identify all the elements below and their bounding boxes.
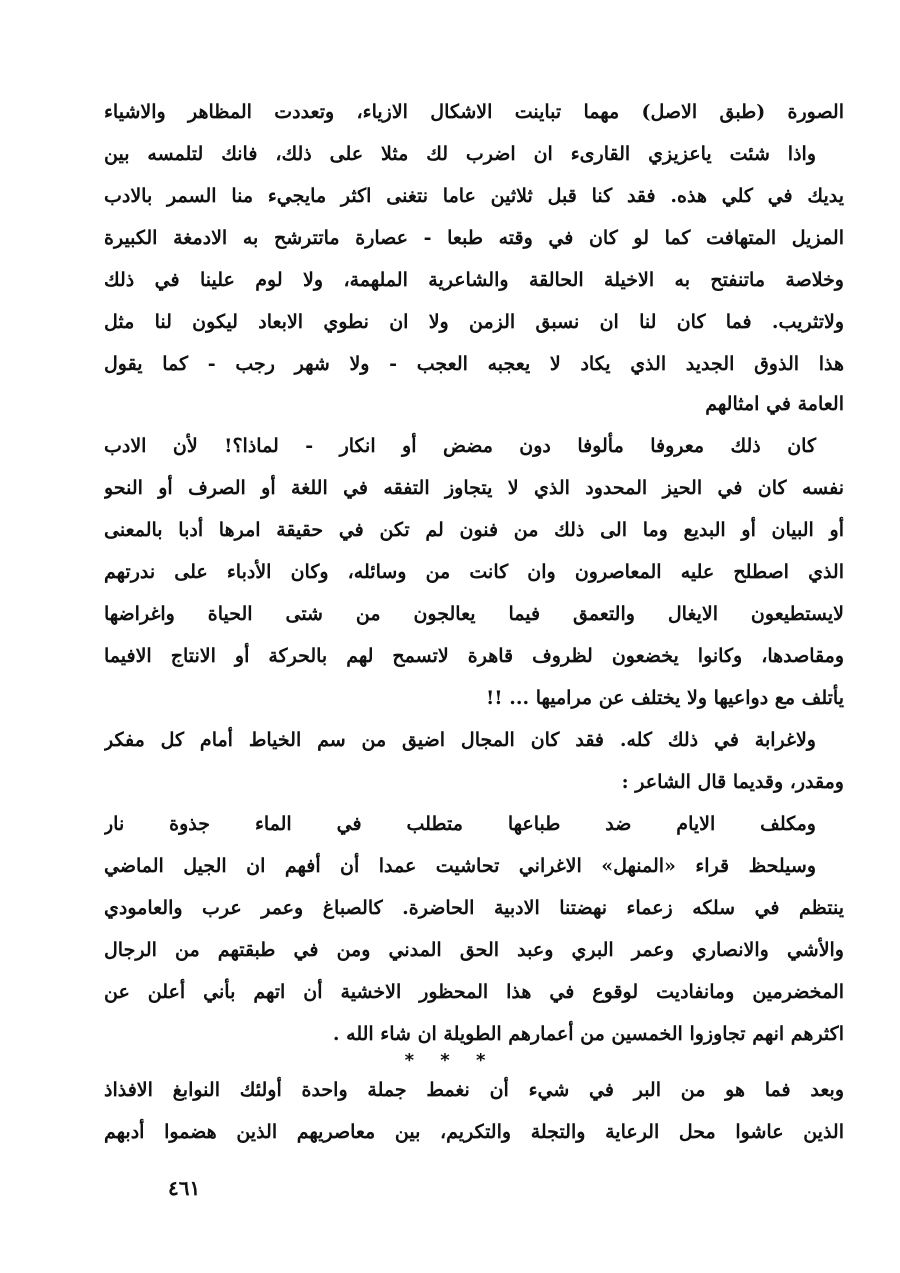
- text-line: يأتلف مع دواعيها ولا يختلف عن مراميها ... !!: [485, 687, 844, 709]
- poetry-line: ومكلف الايام ضد طباعها متطلب في الماء جذوة نار: [104, 813, 816, 835]
- text-line: ينتظم في سلكه زعماء نهضتنا الادبية الحاضرة. كالصباغ وعمر عرب والعامودي: [104, 897, 844, 919]
- text-line: المزيل المتهافت كما لو كان في وقته طبعا - عصارة ماتترشح به الادمغة الكبيرة: [104, 227, 844, 249]
- section-separator: * * *: [404, 1050, 496, 1071]
- text-line: ولاتثريب. فما كان لنا ان نسبق الزمن ولا ان نطوي الابعاد ليكون لنا مثل: [104, 311, 844, 333]
- text-line: كان ذلك معروفا مألوفا دون مضض أو انكار - لماذا؟! لأن الادب: [104, 435, 816, 457]
- text-line: واذا شئت ياعزيزي القارىء ان اضرب لك مثلا على ذلك، فانك لتلمسه بين: [104, 143, 816, 165]
- page-number: ٤٦١: [168, 1176, 201, 1200]
- text-line: والأشي والانصاري وعمر البري وعبد الحق المدني ومن في طبقتهم من الرجال: [104, 939, 844, 961]
- text-line: وبعد فما هو من البر في شيء أن نغمط جملة واحدة أولئك النوابغ الافذاذ: [104, 1079, 844, 1101]
- text-line: يديك في كلي هذه. فقد كنا قبل ثلاثين عاما نتغنى اكثر مايجيء منا السمر بالادب: [104, 185, 844, 207]
- text-line: العامة في امثالهم: [705, 393, 844, 415]
- text-line: المخضرمين ومانفاديت لوقوع في هذا المحظور الاخشية أن اتهم بأني أعلن عن: [104, 981, 844, 1003]
- text-line: اكثرهم انهم تجاوزوا الخمسين من أعمارهم الطويلة ان شاء الله .: [332, 1023, 844, 1045]
- text-line: ومقدر، وقديما قال الشاعر :: [621, 771, 844, 793]
- text-line: وخلاصة ماتنفتح به الاخيلة الحالقة والشاعرية الملهمة، ولا لوم علينا في ذلك: [104, 269, 844, 291]
- text-line: الذي اصطلح عليه المعاصرون وان كانت من وسائله، وكان الأدباء على ندرتهم: [104, 561, 844, 583]
- text-line: أو البيان أو البديع وما الى ذلك من فنون لم تكن في حقيقة امرها أدبا بالمعنى: [104, 519, 844, 541]
- text-line: وسيلحظ قراء «المنهل» الاغراني تحاشيت عمدا أن أفهم ان الجيل الماضي: [104, 855, 816, 877]
- text-line: لايستطيعون الايغال والتعمق فيما يعالجون من شتى الحياة واغراضها: [104, 603, 844, 625]
- text-line: هذا الذوق الجديد الذي يكاد لا يعجبه العجب - ولا شهر رجب - كما يقول: [104, 353, 844, 375]
- text-line: ولاغرابة في ذلك كله. فقد كان المجال اضيق من سم الخياط أمام كل مفكر: [104, 729, 816, 751]
- text-line: الذين عاشوا محل الرعاية والتجلة والتكريم، بين معاصريهم الذين هضموا أدبهم: [104, 1121, 844, 1143]
- text-line: الصورة (طبق الاصل) مهما تباينت الاشكال الازياء، وتعددت المظاهر والاشياء: [104, 101, 844, 123]
- text-line: نفسه كان في الحيز المحدود الذي لا يتجاوز التفقه في اللغة أو الصرف أو النحو: [104, 477, 844, 499]
- text-line: ومقاصدها، وكانوا يخضعون لظروف قاهرة لاتسمح لهم بالحركة أو الانتاج الافيما: [104, 645, 844, 667]
